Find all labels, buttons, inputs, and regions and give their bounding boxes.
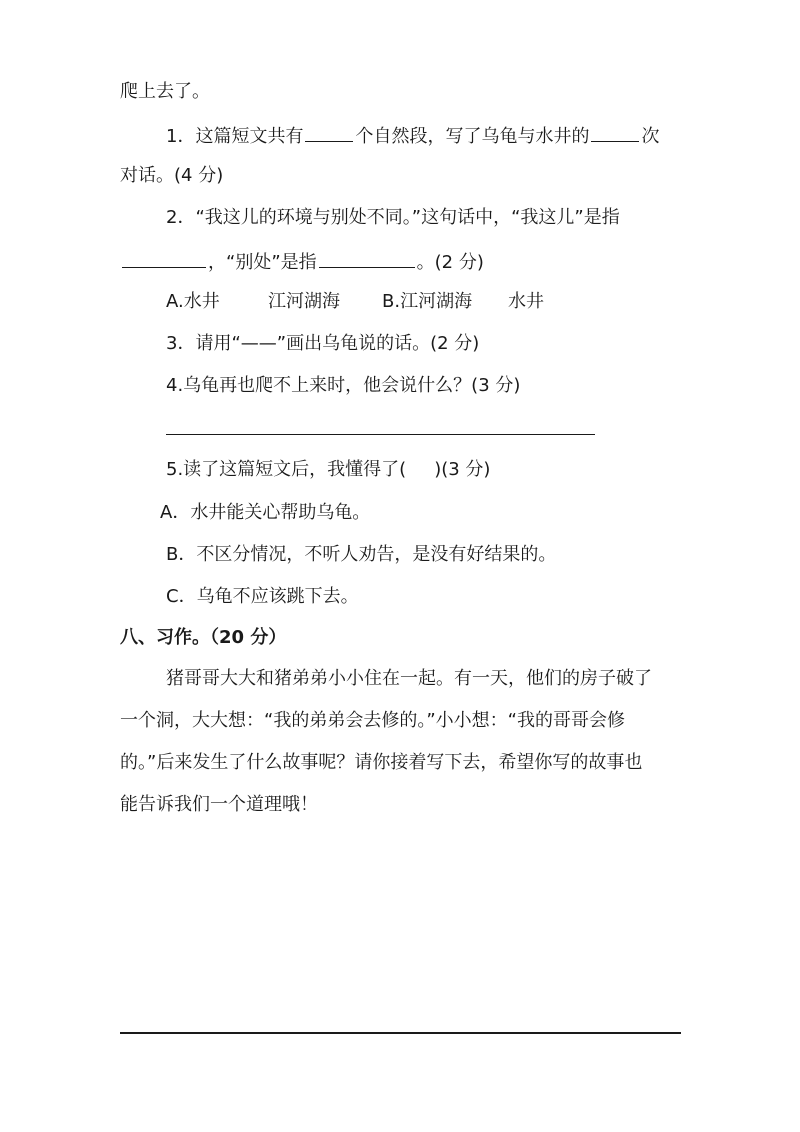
prompt-line: 的。”后来发生了什么故事呢？请你接着写下去，希望你写的故事也 — [120, 752, 643, 773]
q5-text-b: )(3 分) — [434, 459, 491, 480]
prompt-line: 一个洞，大大想：“我的弟弟会去修的。”小小想：“我的哥哥会修 — [120, 710, 625, 731]
question-5 — [166, 458, 490, 482]
q1-text-a: 1．这篇短文共有 — [166, 126, 304, 147]
q2-text-b: ，“别处”是指 — [208, 252, 317, 273]
q5-option-a: A．水井能关心帮助乌龟。 — [160, 502, 371, 523]
q1-text-c: 次 — [641, 126, 660, 147]
q2-text-a: 2．“我这儿的环境与别处不同。”这句话中，“我这儿”是指 — [166, 207, 620, 228]
answer-blank[interactable] — [319, 248, 415, 268]
q1-text-b: 个自然段，写了乌龟与水井的 — [355, 126, 590, 147]
question-4: 4.乌龟再也爬不上来时，他会说什么？(3 分) — [166, 375, 521, 396]
question-1 — [166, 122, 659, 149]
prompt-line: 能告诉我们一个道理哦！ — [120, 794, 318, 815]
q5-text-a: 5.读了这篇短文后，我懂得了( — [166, 459, 407, 480]
q1-text-d: 对话。(4 分) — [120, 165, 224, 186]
question-3: 3．请用“——”画出乌龟说的话。(2 分) — [166, 333, 480, 354]
section-8-heading: 八、习作。（20 分） — [120, 627, 287, 648]
answer-blank[interactable] — [305, 122, 353, 142]
text-line: 爬上去了。 — [120, 81, 210, 102]
q2-text-c: 。(2 分) — [416, 252, 484, 273]
answer-blank[interactable] — [591, 122, 639, 142]
q2-option-a1: A.水井 — [166, 291, 220, 312]
footer-rule — [120, 1032, 681, 1034]
prompt-line: 猪哥哥大大和猪弟弟小小住在一起。有一天，他们的房子破了 — [166, 668, 652, 689]
q5-option-c: C．乌龟不应该跳下去。 — [166, 586, 359, 607]
q2-option-b1: B.江河湖海 — [382, 291, 473, 312]
q2-option-b2: 水井 — [508, 291, 544, 312]
q2-option-a2: 江河湖海 — [268, 291, 340, 312]
answer-line[interactable] — [166, 434, 595, 435]
question-2-line2 — [120, 248, 484, 275]
answer-blank[interactable] — [122, 248, 206, 268]
q5-option-b: B．不区分情况，不听人劝告，是没有好结果的。 — [166, 544, 557, 565]
